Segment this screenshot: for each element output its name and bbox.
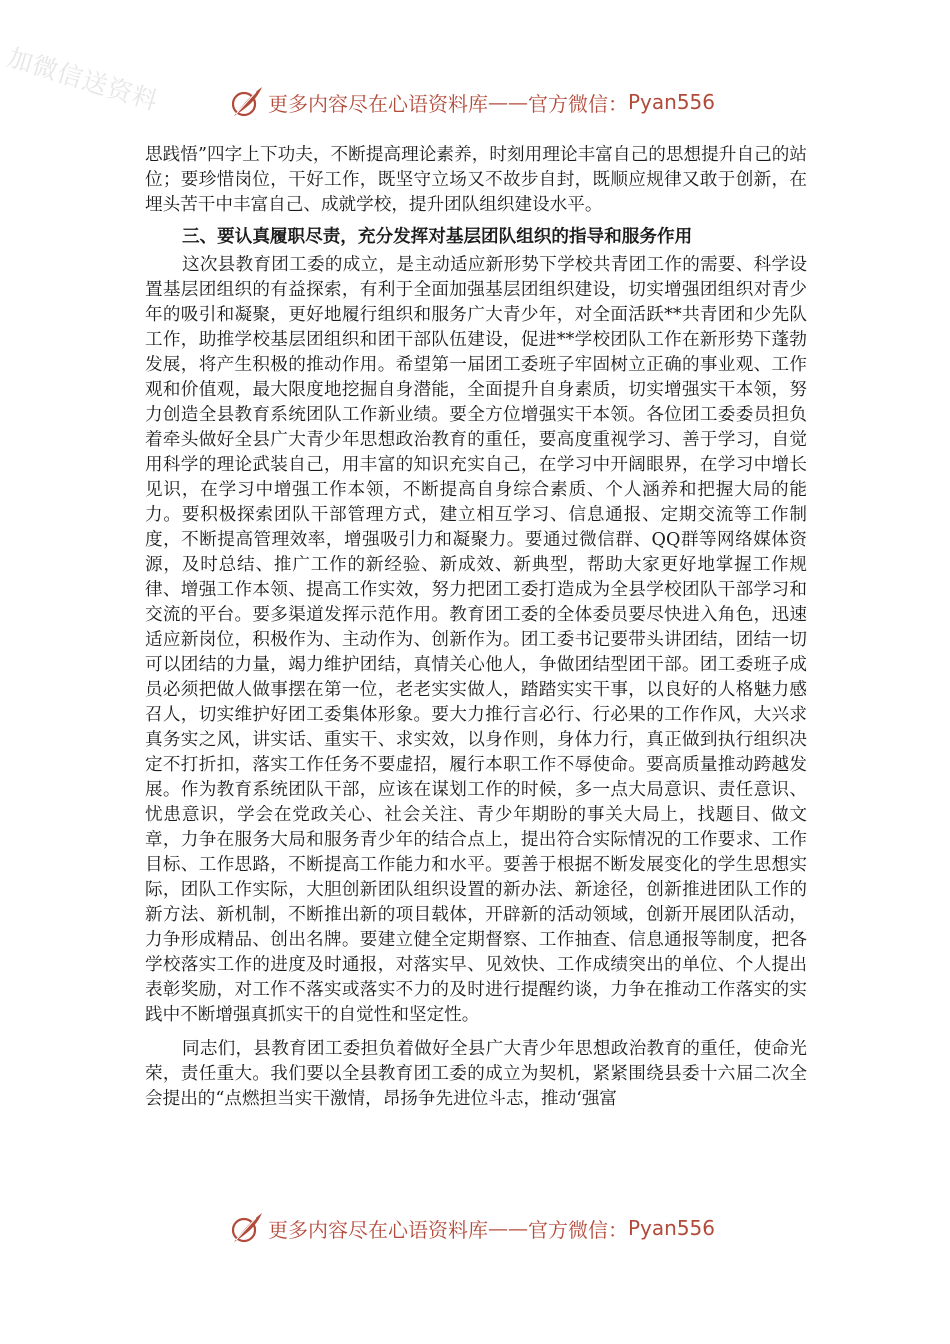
watermark-text: 加微信送资料 [4,42,162,117]
banner-wechat-id: Pyan556 [628,1216,716,1240]
paragraph-closing: 同志们，县教育团工委担负着做好全县广大青少年思想政治教育的重任，使命光荣，责任重大。我们要以全县教育团工委的成立为契机，紧紧围绕县委十六届二次全会提出的“点燃担当实干激情，昂扬争先进位斗志，推动‘强富 [145,1039,807,1109]
banner-text: 更多内容尽在心语资料库 [268,1217,488,1242]
banner-separator: —— [488,1216,528,1240]
document-body [145,143,807,1112]
paragraph-continued: 思践悟”四字上下功夫，不断提高理论素养，时刻用理论丰富自己的思想提升自己的站位；要珍惜岗位，干好工作，既坚守立场又不故步自封，既顺应规律又敢于创新，在埋头苦干中丰富自己、成就学校，提升团队组织建设水平。 [145,145,807,215]
banner-label: 官方微信： [528,91,628,116]
footer-banner [226,1208,715,1248]
banner-wechat-id: Pyan556 [628,90,716,114]
header-banner [226,82,715,122]
feather-quill-logo-icon [226,82,266,122]
banner-separator: —— [488,90,528,114]
banner-label: 官方微信： [528,1217,628,1242]
paragraph-main: 这次县教育团工委的成立，是主动适应新形势下学校共青团工作的需要、科学设置基层团组织的有益探索，有利于全面加强基层团组织建设，切实增强团组织对青少年的吸引和凝聚，更好地履行组织和服务广大青少年，对全面活跃**共青团和少先队工作，助推学校基层团组织和团干部队伍建设，促进**学校团队工作在新形势下蓬勃发展，将产生积极的推动作用。希望第一届团工委班子牢固树立正确的事业观、工作观和价值观，最大限度地挖掘自身潜能，全面提升自身素质，切实增强实干本领，努力创造全县教育系统团队工作新业绩。要全方位增强实干本领。各位团工委委员担负着牵头做好全县广大青少年思想政治教育的重任，要高度重视学习、善于学习，自觉用科学的理论武装自己，用丰富的知识充实自己，在学习中开阔眼界，在学习中增长见识，在学习中增强工作本领，不断提高自身综合素质、个人涵养和把握大局的能力。要积极探索团队干部管理方式，建立相互学习、信息通报、定期交流等工作制度，不断提高管理效率，增强吸引力和凝聚力。要通过微信群、QQ群等网络媒体资源，及时总结、推广工作的新经验、新成效、新典型，帮助大家更好地掌握工作规律、增强工作本领、提高工作实效，努力把团工委打造成为全县学校团队干部学习和交流的平台。要多渠道发挥示范作用。教育团工委的全体委员要尽快进入角色，迅速适应新岗位，积极作为、主动作为、创新作为。团工委书记要带头讲团结，团结一切可以团结的力量，竭力维护团结，真情关心他人，争做团结型团干部。团工委班子成员必须把做人做事摆在第一位，老老实实做人，踏踏实实干事，以良好的人格魅力感召人，切实维护好团工委集体形象。要大力推行言必行、行必果的工作作风，大兴求真务实之风，讲实话、重实干、求实效，以身作则，身体力行，真正做到执行组织决定不打折扣，落实工作任务不要虚招，履行本职工作不辱使命。要高质量推动跨越发展。作为教育系统团队干部，应该在谋划工作的时候，多一点大局意识、责任意识、忧患意识，学会在党政关心、社会关注、青少年期盼的事关大局上，找题目、做文章，力争在服务大局和服务青少年的结合点上，提出符合实际情况的工作要求、工作目标、工作思路，不断提高工作能力和水平。要善于根据不断发展变化的学生思想实际，团队工作实际，大胆创新团队组织设置的新办法、新途径，创新推进团队工作的新方法、新机制，不断推出新的项目载体，开辟新的活动领域，创新开展团队活动，力争形成精品、创出名牌。要建立健全定期督察、工作抽查、信息通报等制度，把各学校落实工作的进度及时通报，对落实早、见效快、工作成绩突出的单位、个人提出表彰奖励，对工作不落实或落实不力的及时进行提醒约谈，力争在推动工作落实的实践中不断增强真抓实干的自觉性和坚定性。 [145,255,807,1025]
banner-text: 更多内容尽在心语资料库 [268,91,488,116]
section-heading: 三、要认真履职尽责，充分发挥对基层团队组织的指导和服务作用 [181,226,693,247]
feather-quill-logo-icon [226,1208,266,1248]
